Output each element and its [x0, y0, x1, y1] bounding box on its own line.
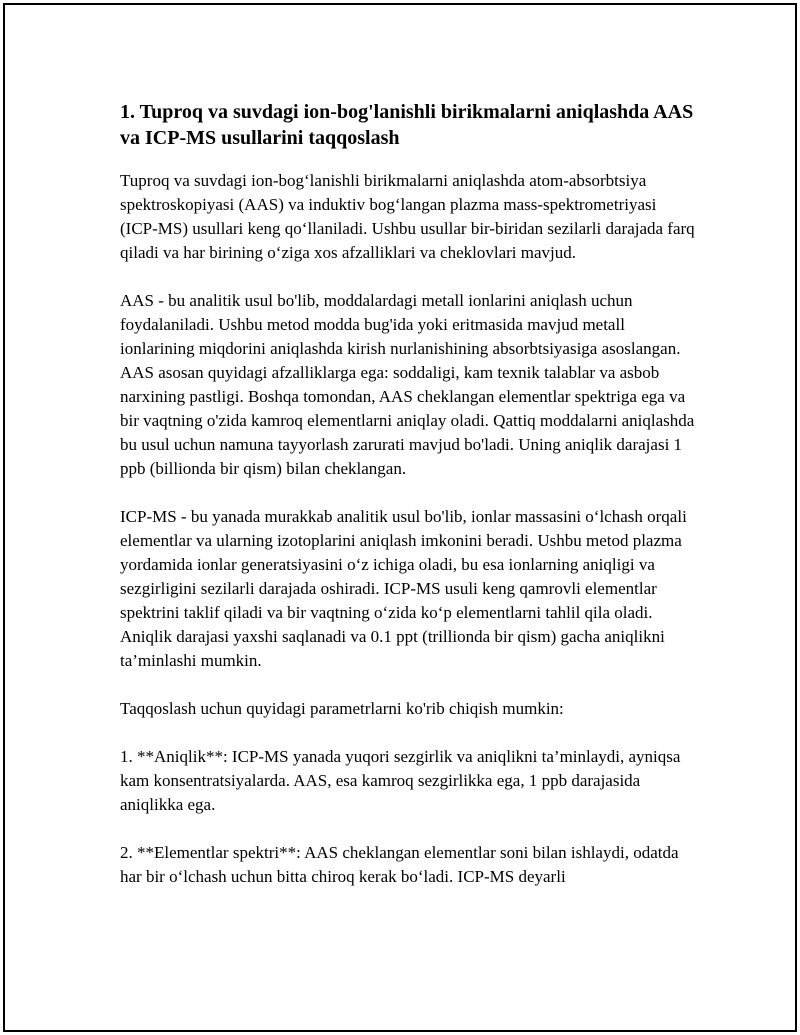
list-item-element-spectrum: 2. **Elementlar spektri**: AAS cheklangan elementlar soni bilan ishlaydi, odatda har bir o‘lchash uchun bitta chiroq kerak bo‘ladi. ICP-MS deyarli — [120, 843, 679, 886]
document-page — [3, 3, 797, 1032]
paragraph-icp-ms: ICP-MS - bu yanada murakkab analitik usul bo'lib, ionlar massasini o‘lchash orqali elementlar va ularning izotoplarini aniqlash imkonini beradi. Ushbu metod plazma yordamida ionlar generatsiyasini o‘z ichiga oladi, bu esa ionlarning aniqligi va sezgirligini sezilarli darajada oshiradi. ICP-MS usuli keng qamrovli elementlar spektrini taklif qiladi va bir vaqtning o‘zida ko‘p elementlarni tahlil qila oladi. Aniqlik darajasi yaxshi saqlanadi va 0.1 ppt (trillionda bir qism) gacha aniqlikni ta’minlashi mumkin. — [120, 507, 687, 670]
paragraph-aas: AAS - bu analitik usul bo'lib, moddalardagi metall ionlarini aniqlash uchun foydalaniladi. Ushbu metod modda bug'ida yoki eritmasida mavjud metall ionlarining miqdorini aniqlashda kirish nurlanishining absorbtsiyasiga asoslangan. AAS asosan quyidagi afzalliklarga ega: soddaligi, kam texnik talablar va asbob narxining pastligi. Boshqa tomondan, AAS cheklangan elementlar spektriga ega va bir vaqtning o'zida kamroq elementlarni aniqlay oladi. Qattiq moddalarni aniqlashda bu usul uchun namuna tayyorlash zarurati mavjud bo'ladi. Uning aniqlik darajasi 1 ppb (billionda bir qism) bilan cheklangan. — [120, 291, 695, 478]
paragraph-intro: Tuproq va suvdagi ion-bog‘lanishli birikmalarni aniqlashda atom-absorbtsiya spektroskopiyasi (AAS) va induktiv bog‘langan plazma mass-spektrometriyasi (ICP-MS) usullari keng qo‘llaniladi. Ushbu usullar bir-biridan sezilarli darajada farq qiladi va har birining o‘ziga xos afzalliklari va cheklovlari mavjud. — [120, 171, 695, 262]
document-title: 1. Tuproq va suvdagi ion-bog'lanishli birikmalarni aniqlashda AAS va ICP-MS usullarini taqqoslash — [120, 101, 694, 149]
list-item-accuracy: 1. **Aniqlik**: ICP-MS yanada yuqori sezgirlik va aniqlikni ta’minlaydi, ayniqsa kam konsentratsiyalarda. AAS, esa kamroq sezgirlikka ega, 1 ppb darajasida aniqlikka ega. — [120, 747, 681, 814]
document-content — [120, 99, 695, 913]
paragraph-comparison-intro: Taqqoslash uchun quyidagi parametrlarni ko'rib chiqish mumkin: — [120, 699, 564, 718]
